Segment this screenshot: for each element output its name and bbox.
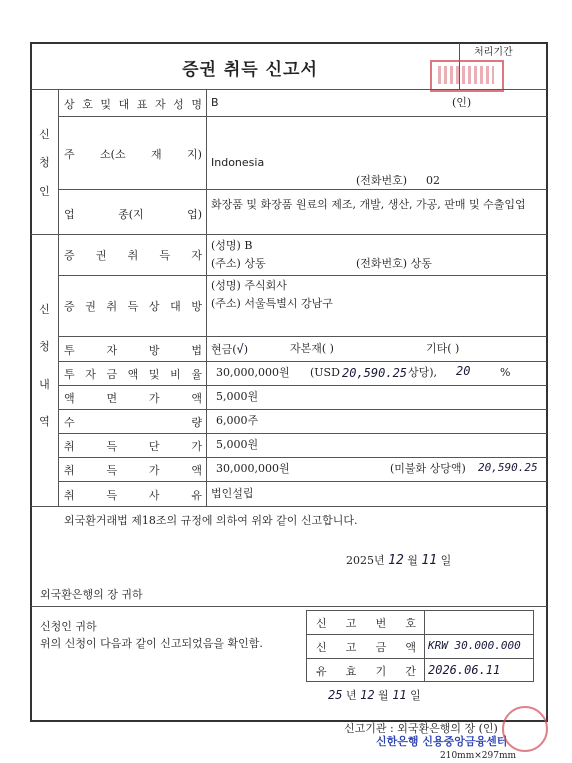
ratio-value: 20 <box>456 364 471 378</box>
phone-label: (전화번호) <box>356 174 408 187</box>
confirmation-date: 25 년 12 월 11 일 <box>328 688 421 702</box>
validity-label: 유 효 기 간 <box>316 665 416 678</box>
phone-value: 02 <box>426 174 440 187</box>
name-value: B <box>211 96 219 109</box>
amount-krw: 30,000,000원 <box>216 366 290 379</box>
validity-value: 2026.06.11 <box>428 663 501 677</box>
acquirer-phone: (전화번호) 상동 <box>356 257 432 270</box>
confirmation-to-applicant: 신청인 귀하 <box>40 620 97 633</box>
paper-size-note: 210mm×297mm <box>440 751 517 761</box>
reason-value: 법인설립 <box>211 487 254 500</box>
qty-label: 수 량 <box>64 416 202 429</box>
usd-equiv-label: (미불화 상당액) <box>390 462 466 475</box>
amount-usd-value: 20,590.25 <box>342 366 408 380</box>
declaration-addressee: 외국환은행의 장 귀하 <box>40 588 143 601</box>
amount-label: 투 자 금 액 및 비 율 <box>64 368 202 381</box>
method-other: 기타( ) <box>426 342 460 355</box>
authority-label: 신고기관 : 외국환은행의 장 (인) <box>344 722 498 735</box>
report-no-label: 신 고 번 호 <box>316 617 416 630</box>
confirmation-text: 위의 신청이 다음과 같이 신고되었음을 확인함. <box>40 637 263 650</box>
bank-blue-stamp: 신한은행 신용중앙금융센터 <box>376 735 508 748</box>
qty-value: 6,000주 <box>216 414 259 427</box>
report-amount-label: 신 고 금 액 <box>316 641 416 654</box>
grid-line <box>31 89 547 90</box>
total-label: 취 득 가 액 <box>64 464 202 477</box>
counterparty-label: 증 권 취 득 상 대 방 <box>64 300 202 313</box>
method-cash: 현금(√) <box>211 342 249 356</box>
round-bank-seal <box>502 706 548 752</box>
amount-usd-suffix: 상당), <box>408 366 438 379</box>
processing-period-label: 처리기간 <box>474 47 513 58</box>
business-value: 화장품 및 화장품 원료의 제조, 개발, 생산, 가공, 판매 및 수출입업 <box>211 198 526 211</box>
total-value: 30,000,000원 <box>216 462 290 475</box>
details-section-label: 신 청 내 역 <box>39 302 50 429</box>
unit-price-label: 취 득 단 가 <box>64 440 202 453</box>
method-checkmark: √ <box>236 342 244 356</box>
acquirer-name: (성명) B <box>211 239 253 252</box>
face-value: 5,000원 <box>216 390 259 403</box>
acquirer-address: (주소) 상동 <box>211 257 266 270</box>
seal-mark: (인) <box>452 96 472 109</box>
acquirer-label: 증 권 취 득 자 <box>64 249 202 262</box>
address-value: Indonesia <box>211 156 265 169</box>
counterparty-name: (성명) 주식회사 <box>211 279 287 292</box>
applicant-section-label: 신 청 인 <box>39 128 50 198</box>
reason-label: 취 득 사 유 <box>64 489 202 502</box>
face-label: 액 면 가 액 <box>64 392 202 405</box>
counterparty-address: (주소) 서울특별시 강남구 <box>211 297 333 310</box>
unit-price-value: 5,000원 <box>216 438 259 451</box>
business-label: 업 종(지 업) <box>64 208 202 221</box>
declaration-date: 2025년 12 월 11 일 <box>346 553 452 568</box>
red-seal-stamp <box>430 60 504 92</box>
form-title: 증권 취득 신고서 <box>182 60 318 80</box>
declaration-statement: 외국환거래법 제18조의 규정에 의하여 위와 같이 신고합니다. <box>64 514 358 527</box>
name-label: 상 호 및 대 표 자 성 명 <box>64 98 202 111</box>
ratio-unit: % <box>500 366 511 379</box>
report-amount-value: KRW 30.000.000 <box>428 639 521 652</box>
amount-usd-prefix: (USD <box>310 366 340 379</box>
usd-equiv-value: 20,590.25 <box>478 461 538 474</box>
address-label: 주 소(소 재 지) <box>64 148 202 161</box>
method-capital: 자본재( ) <box>290 342 334 355</box>
method-label: 투 자 방 법 <box>64 344 202 357</box>
